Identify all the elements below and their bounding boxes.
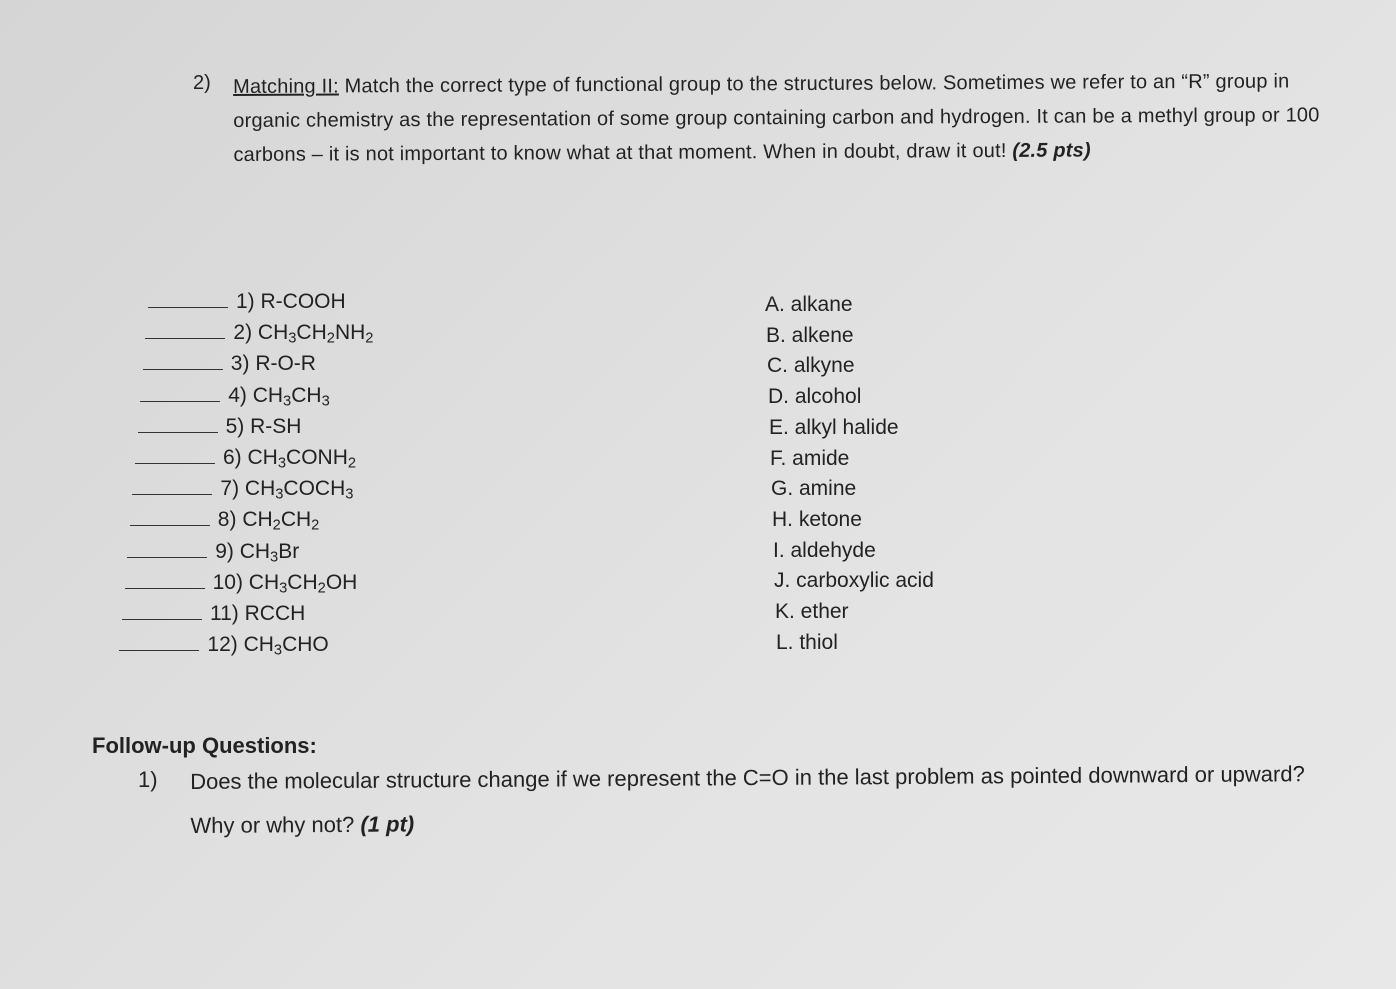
followup-title: Follow-up Questions: [92, 733, 317, 758]
formula-part: CH [291, 383, 322, 407]
structure-formula [245, 602, 306, 625]
followup-points: (1 pt) [360, 811, 415, 837]
answer-blank[interactable] [138, 414, 218, 433]
formula-part: COCH [283, 477, 346, 501]
structure-item [119, 630, 328, 660]
structure-formula [255, 352, 316, 375]
structure-number: 4) [228, 383, 253, 407]
formula-part: R-COOH [260, 290, 346, 313]
followup-text: Does the molecular structure change if we represent the C=O in the last problem as pointed downward or upward? Why or why not? [190, 761, 1305, 838]
functional-group-option: A. alkane [765, 293, 853, 316]
structure-number: 3) [230, 352, 256, 376]
answer-blank[interactable] [122, 601, 202, 620]
formula-part: CH [248, 570, 280, 594]
answer-blank[interactable] [127, 539, 207, 558]
question-heading: Matching II: [233, 75, 339, 98]
structure-item [122, 599, 305, 629]
answer-blank[interactable] [143, 351, 223, 370]
formula-part: Br [278, 539, 300, 563]
formula-subscript: 3 [277, 455, 287, 472]
structure-formula [252, 383, 330, 410]
structure-item [138, 412, 302, 442]
answer-blank[interactable] [125, 570, 205, 589]
structure-number: 11) [210, 602, 245, 625]
formula-subscript: 3 [270, 549, 279, 566]
formula-part: CONH [286, 446, 348, 469]
structure-formula [242, 508, 320, 535]
structure-item [145, 318, 373, 348]
formula-subscript: 3 [283, 393, 292, 410]
answer-blank[interactable] [130, 507, 210, 526]
structure-item [135, 443, 356, 473]
question-number: 2) [193, 72, 211, 94]
structure-number: 7) [220, 477, 245, 501]
functional-group-option: B. alkene [766, 323, 854, 347]
formula-subscript: 2 [326, 330, 335, 347]
question-instructions [233, 64, 1324, 172]
formula-subscript: 3 [321, 393, 330, 410]
structure-formula [243, 633, 329, 659]
formula-subscript: 3 [279, 580, 288, 597]
functional-group-option: E. alkyl halide [769, 415, 899, 439]
structure-formula [261, 290, 346, 313]
formula-part: NH [334, 321, 366, 345]
formula-part: RCCH [244, 602, 306, 625]
structure-item [127, 537, 299, 567]
followup-question [190, 752, 1351, 848]
structure-number: 2) [233, 321, 258, 345]
formula-part: CH [252, 383, 284, 407]
answer-blank[interactable] [140, 383, 220, 402]
formula-part: CH [243, 633, 274, 657]
answer-blank[interactable] [132, 476, 212, 495]
functional-group-option: I. aldehyde [773, 538, 876, 562]
formula-part: CH [247, 446, 278, 469]
formula-subscript: 2 [272, 518, 281, 535]
formula-subscript: 2 [365, 330, 374, 347]
answer-blank[interactable] [119, 632, 199, 651]
structure-number: 6) [223, 446, 248, 469]
structure-number: 12) [207, 633, 244, 657]
structure-formula [257, 321, 374, 347]
formula-part: CH [280, 508, 312, 532]
functional-group-option: H. ketone [772, 507, 862, 531]
formula-subscript: 3 [288, 330, 297, 347]
functional-group-option: G. amine [771, 477, 857, 501]
formula-part: R-SH [250, 414, 302, 438]
formula-part: CH [242, 508, 273, 532]
formula-part: CH [287, 570, 318, 594]
structure-item [130, 505, 320, 535]
answer-blank[interactable] [148, 289, 228, 308]
formula-part: CHO [282, 633, 329, 657]
formula-part: OH [325, 570, 358, 594]
structure-formula [239, 539, 300, 566]
formula-part: CH [257, 321, 289, 345]
functional-group-option: C. alkyne [767, 354, 855, 378]
question-points: (2.5 pts) [1012, 139, 1091, 162]
structure-number: 1) [236, 290, 261, 313]
formula-part: CH [239, 539, 271, 563]
structure-item [148, 287, 346, 317]
structure-formula [250, 415, 301, 438]
structure-number: 8) [217, 508, 243, 532]
formula-subscript: 3 [275, 486, 284, 503]
structure-item [132, 474, 353, 504]
answer-blank[interactable] [145, 320, 225, 339]
formula-subscript: 2 [317, 580, 326, 597]
structure-item [125, 568, 358, 598]
functional-group-option: J. carboxylic acid [774, 569, 934, 593]
structure-item [143, 349, 316, 379]
formula-part: CH [296, 321, 327, 345]
functional-group-option: F. amide [770, 446, 850, 470]
question-body: Match the correct type of functional group to the structures below. Sometimes we refer to an “R” group in organic chemistry as the representation of some group containing carbon and hydrogen. It can be a methyl group or 100 carbons – it is not important to know what at that moment. When in doubt, draw it out! [233, 70, 1320, 166]
structure-number: 10) [212, 570, 249, 594]
functional-group-option: D. alcohol [768, 385, 862, 409]
answer-blank[interactable] [135, 445, 215, 464]
functional-group-option: K. ether [775, 600, 849, 623]
formula-subscript: 3 [345, 486, 354, 503]
formula-part: CH [244, 477, 276, 501]
structure-item [140, 381, 330, 411]
followup-number: 1) [138, 767, 158, 792]
structure-formula [244, 477, 354, 503]
structure-formula [247, 446, 357, 472]
formula-subscript: 2 [347, 455, 357, 472]
formula-subscript: 2 [311, 518, 320, 535]
structure-number: 5) [225, 414, 251, 438]
structure-number: 9) [215, 539, 240, 563]
formula-subscript: 3 [273, 642, 283, 659]
formula-part: R-O-R [255, 352, 316, 376]
structure-formula [248, 570, 358, 597]
functional-group-option: L. thiol [776, 630, 838, 654]
